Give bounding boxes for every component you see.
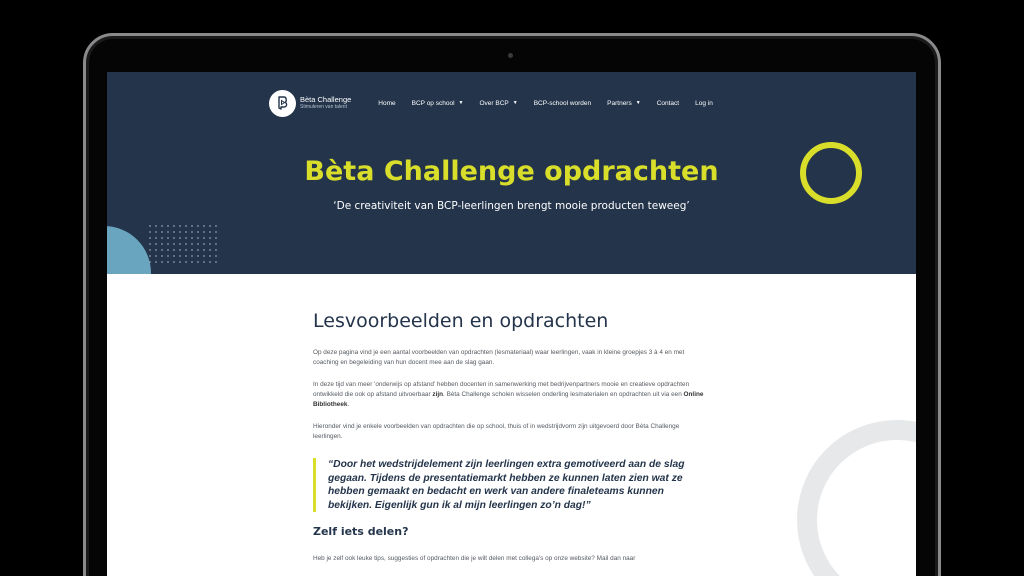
text: . Bèta Challenge scholen wisselen onderling lesmaterialen en opdrachten uit via een: [443, 391, 684, 398]
hero-banner: [107, 72, 916, 274]
text: In deze tijd van meer 'onderwijs op afstand' hebben docenten in samenwerking met bedrijvenpartners mooie en creatieve opdrachten ontwikkeld die ook op afstand uitvoerbaar: [313, 381, 690, 398]
chevron-down-icon: ▼: [635, 100, 641, 106]
decorative-dot-grid: [147, 223, 217, 263]
decorative-grey-ring: [797, 420, 916, 576]
share-paragraph: Heb je zelf ook leuke tips, suggesties of opdrachten die je wilt delen met collega's op onze website? Mail dan naar: [313, 555, 636, 562]
logo-tagline: Stimuleren van talent: [300, 103, 347, 110]
nav-contact[interactable]: [657, 100, 679, 107]
nav-home[interactable]: [378, 100, 395, 107]
examples-paragraph: Hieronder vind je enkele voorbeelden van opdrachten die op school, thuis of in wedstrijdvorm zijn uitgevoerd door Bèta Challenge leerlingen.: [313, 423, 680, 440]
site-logo[interactable]: [269, 90, 351, 117]
nav-label: Over BCP: [479, 99, 509, 107]
logo-title: Bèta Challenge: [300, 95, 352, 105]
decorative-blue-circle: [107, 226, 151, 274]
teacher-quote: “Door het wedstrijdelement zijn leerlingen extra gemotiveerd aan de slag gegaan. Tijdens de presentatiemarkt hebben ze kunnen laten zien wat ze hebben gemaakt en bedacht en werk van andere finaleteams kunnen bekijken. Eigenlijk gun ik al mijn leerlingen zo’n dag!”: [313, 458, 705, 512]
remote-teaching-paragraph: [313, 380, 705, 410]
chevron-down-icon: ▼: [458, 100, 464, 106]
nav-bcp-op-school[interactable]: [412, 100, 464, 107]
nav-label: BCP op school: [411, 99, 455, 107]
main-nav: [269, 88, 729, 118]
nav-partners[interactable]: [607, 100, 641, 107]
nav-label: Partners: [607, 99, 632, 107]
nav-label: Home: [378, 99, 396, 107]
browser-screen: [107, 72, 916, 576]
chevron-down-icon: ▼: [512, 100, 518, 106]
hero-subtitle: ‘De creativiteit van BCP-leerlingen brengt mooie producten teweeg’: [333, 200, 690, 212]
share-heading: Zelf iets delen?: [313, 525, 409, 538]
nav-bcp-school-worden[interactable]: [534, 100, 591, 107]
text: .: [347, 401, 350, 408]
nav-log-in[interactable]: [695, 100, 713, 107]
nav-label: Log in: [695, 99, 713, 107]
main-content: [313, 310, 705, 564]
hero-title: Bèta Challenge opdrachten: [304, 156, 719, 187]
page-heading: Lesvoorbeelden en opdrachten: [313, 310, 609, 332]
text-bold: zijn: [432, 391, 444, 398]
webcam: [508, 53, 513, 58]
online-bibliotheek-link[interactable]: Online Bibliotheek: [313, 391, 704, 408]
nav-over-bcp[interactable]: [479, 100, 517, 107]
nav-label: Contact: [656, 99, 680, 107]
logo-b-icon: [269, 90, 296, 117]
nav-label: BCP-school worden: [533, 99, 592, 107]
intro-paragraph: Op deze pagina vind je een aantal voorbeelden van opdrachten (lesmateriaal) waar leerlingen, vaak in kleine groepjes 3 à 4 en met coaching en begeleiding van hun docent mee aan de slag gaan.: [313, 349, 685, 366]
